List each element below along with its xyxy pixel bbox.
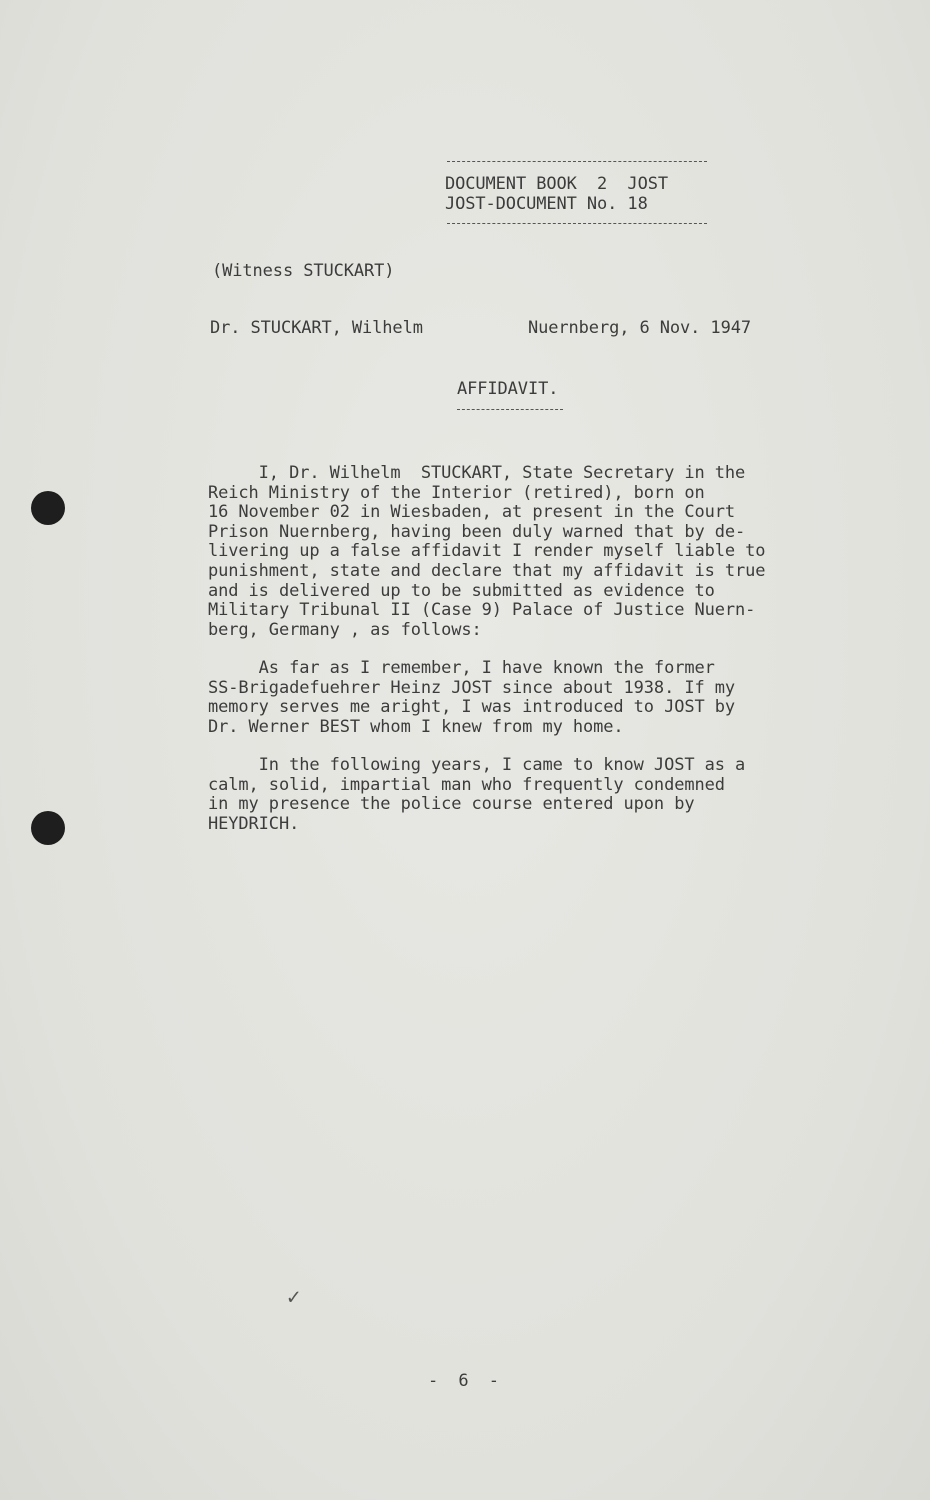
title-underline [457,409,563,410]
punch-hole-bottom [31,811,65,845]
paragraph-line: Reich Ministry of the Interior (retired), born on [208,482,705,503]
paragraph-line: and is delivered up to be submitted as evidence to [208,580,715,601]
header-line-2: JOST-DOCUMENT No. 18 [445,194,648,214]
paragraph-line: In the following years, I came to know JOST as a [208,755,746,775]
paragraph-line: 16 November 02 in Wiesbaden, at present in the Court [208,502,736,523]
pen-mark: ✓ [287,1285,301,1310]
paragraph-line: I, Dr. Wilhelm STUCKART, State Secretary in the [208,463,746,483]
paragraph-line: SS-Brigadefuehrer Heinz JOST since about 1938. If my [208,677,736,698]
paragraph-line: berg, Germany , as follows: [208,619,482,640]
document-title: AFFIDAVIT. [457,379,559,399]
paragraph-line: HEYDRICH. [208,813,300,834]
paragraph-line: livering up a false affidavit I render myself liable to [208,541,766,562]
author-name: Dr. STUCKART, Wilhelm [210,318,423,338]
header-line-1: DOCUMENT BOOK 2 JOST [445,174,668,194]
witness-line: (Witness STUCKART) [212,261,395,281]
paragraph-line: Dr. Werner BEST whom I knew from my home. [208,716,624,737]
header-top-rule [447,161,707,162]
paragraph-line: calm, solid, impartial man who frequently condemned [208,774,725,795]
paragraph-line: punishment, state and declare that my affidavit is true [208,561,766,581]
header-bottom-rule [447,223,707,224]
place-date: Nuernberg, 6 Nov. 1947 [528,318,751,338]
page-number: - 6 - [428,1371,499,1391]
paragraph-line: in my presence the police course entered upon by [208,794,695,815]
paragraph-line: As far as I remember, I have known the former [208,658,715,678]
paragraph-line: memory serves me aright, I was introduced to JOST by [208,697,736,718]
paragraph-line: Prison Nuernberg, having been duly warned that by de- [208,521,746,542]
paragraph-line: Military Tribunal II (Case 9) Palace of Justice Nuern- [208,600,756,621]
punch-hole-top [31,491,65,525]
